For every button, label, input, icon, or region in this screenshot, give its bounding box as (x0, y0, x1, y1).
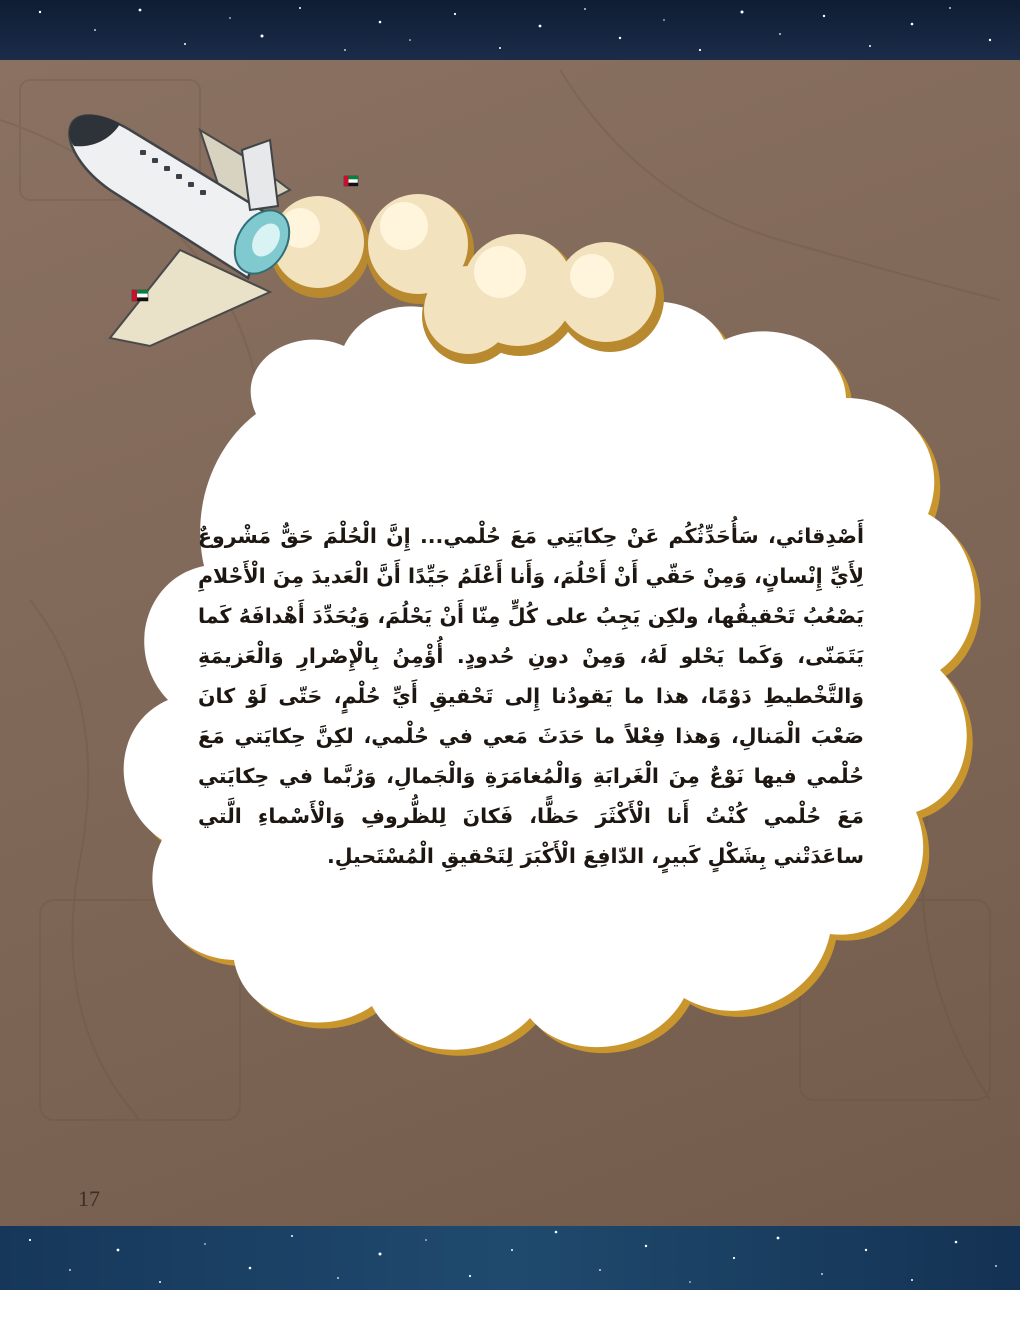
page-number: 17 (78, 1186, 100, 1211)
smoke-cloud-icon (270, 194, 664, 364)
vertical-edge-text (974, 316, 980, 1006)
story-paragraph: أَصْدِقائي، سَأُحَدِّثُكُم عَنْ حِكايَتِي مَعَ حُلْمي... إِنَّ الْحُلْمَ حَقٌّ مَشْروعٌ لِأَيِّ إِنْسانٍ، وَمِنْ حَقّي أَنْ أَحْلُمَ، وَأَنا أَعْلَمُ جَيِّدًا أَنَّ الْعَديدَ مِنَ الْأَحْلامِ يَصْعُبُ تَحْقيقُها، ولكِن يَجِبُ على كُلٍّ مِنّا أَنْ يَحْلُمَ، وَيُحَدِّدَ أَهْدافَهُ كَما يَتَمَنّى، وَكَما يَحْلو لَهُ، وَمِنْ دونِ حُدودٍ. أُؤْمِنُ بِالْإِصْرارِ وَالْعَزيمَةِ وَالتَّخْطيطِ دَوْمًا، هذا ما يَقودُنا إِلى تَحْقيقِ أَيِّ حُلْمٍ، حَتّى لَوْ كانَ صَعْبَ الْمَنالِ، وَهذا فِعْلاً ما حَدَثَ مَعي في حُلْمي، لكِنَّ حِكايَتي مَعَ حُلْمي فيها نَوْعٌ مِنَ الْغَرابَةِ وَالْمُغامَرَةِ وَالْجَمالِ، وَرُبَّما في حِكايَتي مَعَ حُلْمي كُنْتُ أَنا الْأَكْثَرَ حَظًّا، فَكانَ لِلظُّروفِ وَالْأَسْماءِ الَّتي ساعَدَتْني بِشَكْلٍ كَبيرٍ، الدّافِعَ الْأَكْبَرَ لِتَحْقيقِ الْمُسْتَحيلِ. (198, 524, 864, 868)
